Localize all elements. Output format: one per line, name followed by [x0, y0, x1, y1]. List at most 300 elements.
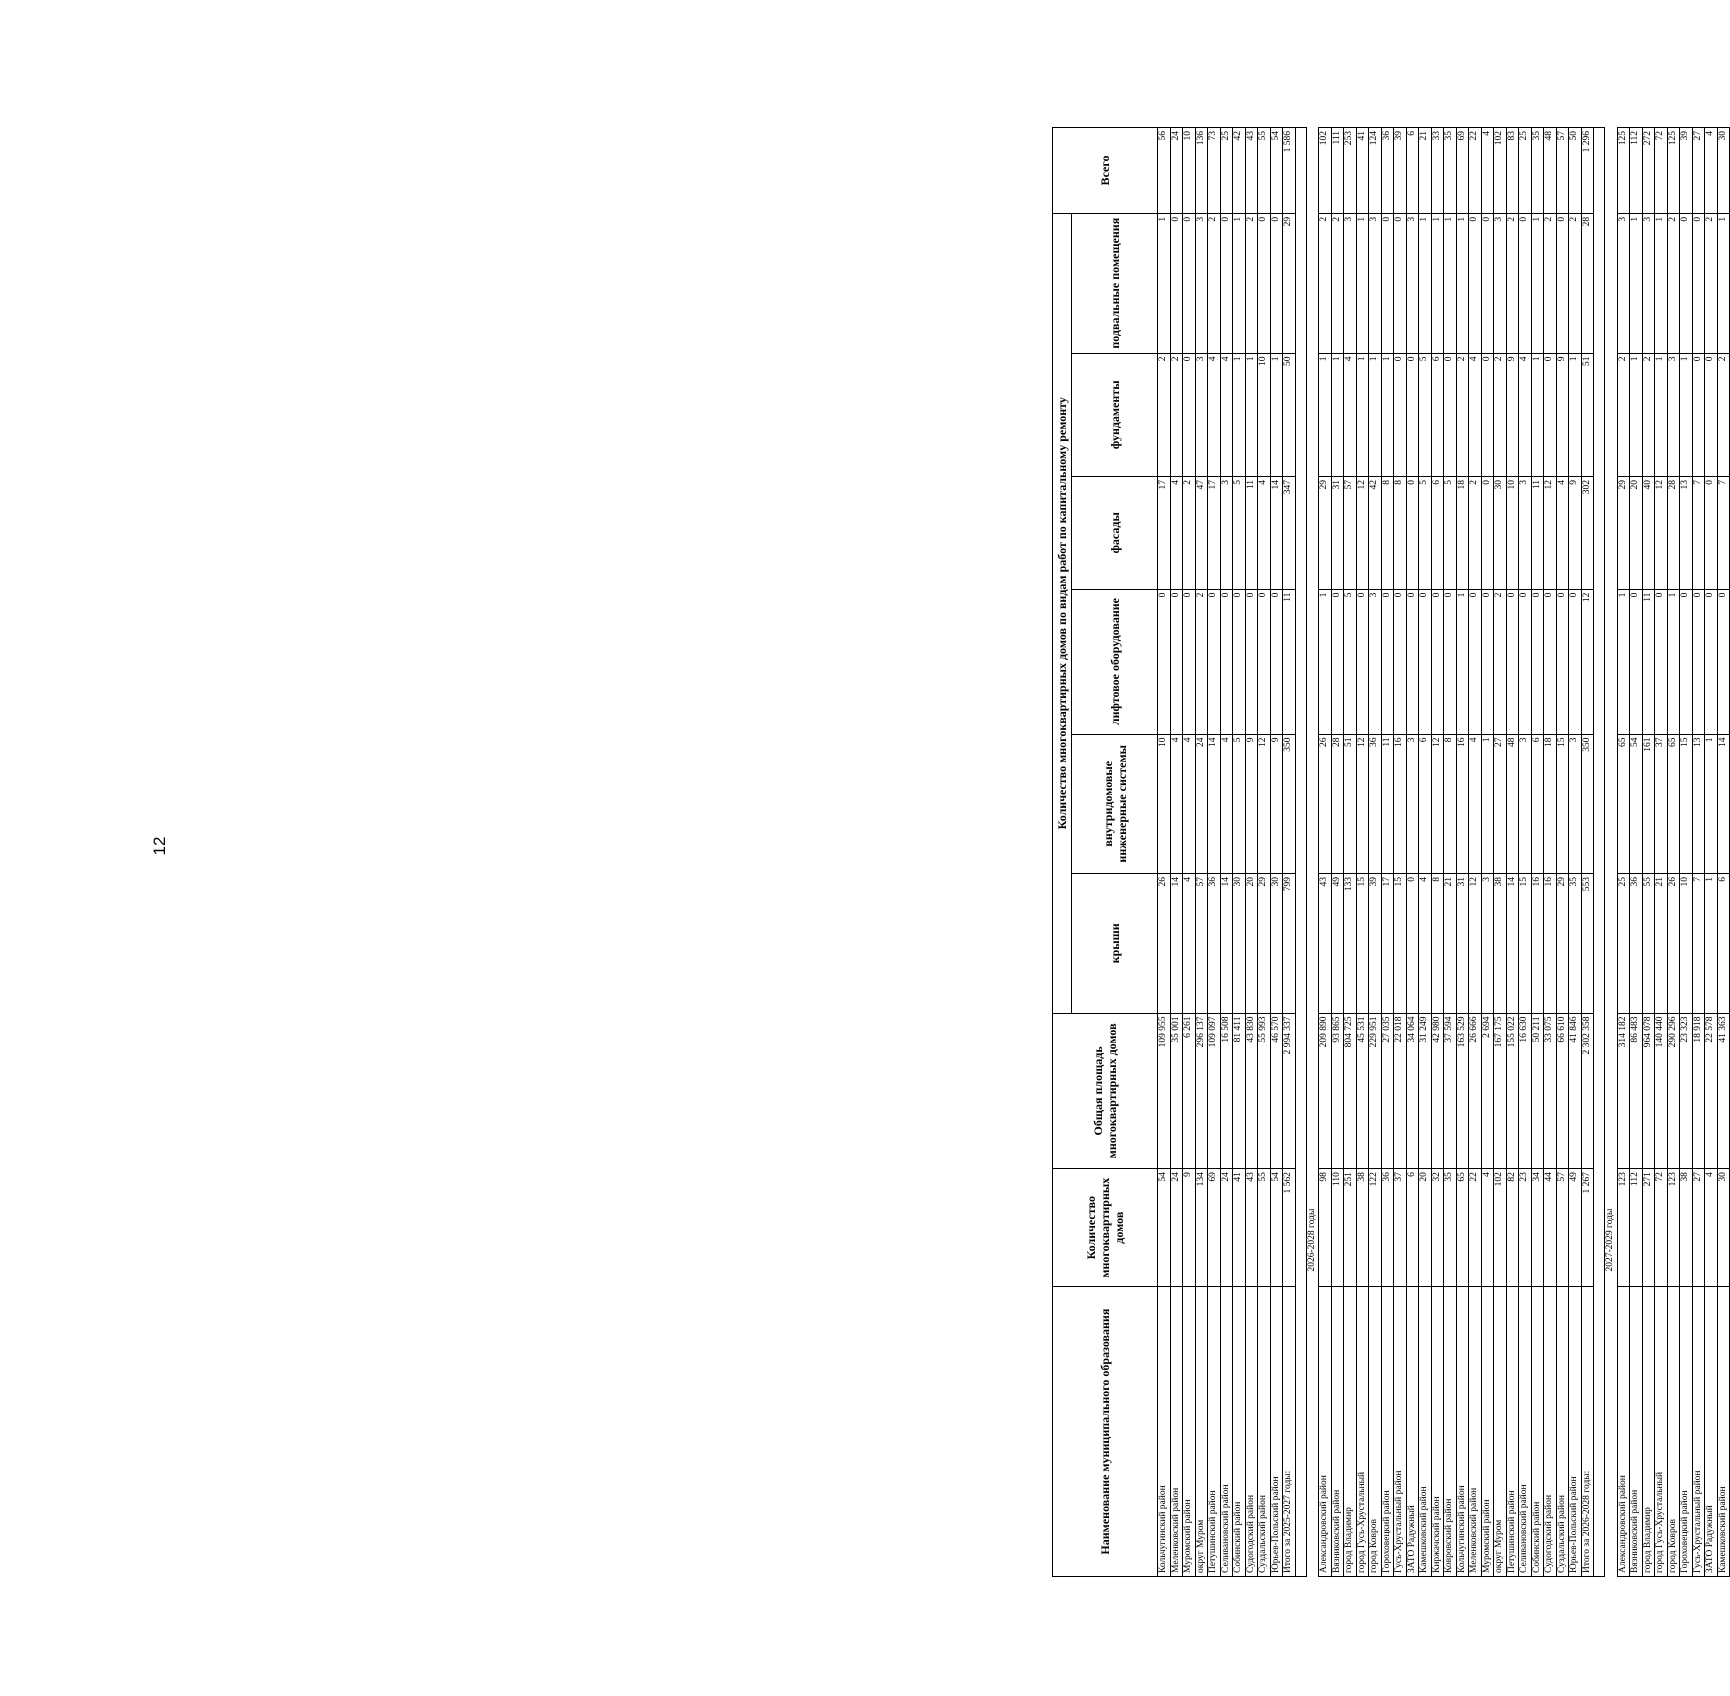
value-cell: 1 — [1158, 213, 1171, 353]
value-cell: 1 — [1655, 213, 1668, 353]
value-cell: 2 — [1617, 353, 1630, 476]
value-cell: 14 — [1717, 734, 1730, 874]
table-row — [1331, 128, 1344, 1577]
value-cell: 51 — [1581, 353, 1594, 476]
municipality-name-cell: Гороховецкий район — [1680, 1287, 1693, 1577]
value-cell: 3 — [1220, 476, 1233, 589]
value-cell: 10 — [1183, 128, 1196, 214]
header-foundations: фундаменты — [1072, 353, 1158, 476]
value-cell: 6 — [1717, 874, 1730, 1014]
value-cell: 13 — [1692, 734, 1705, 874]
value-cell: 15 — [1519, 874, 1532, 1014]
value-cell: 9 — [1569, 476, 1582, 589]
value-cell: 4 — [1556, 476, 1569, 589]
value-cell: 102 — [1494, 128, 1507, 214]
value-cell: 15 — [1394, 874, 1407, 1014]
municipality-name-cell: Селивановский район — [1519, 1287, 1532, 1577]
value-cell: 2 — [1245, 213, 1258, 353]
value-cell: 18 — [1456, 476, 1469, 589]
value-cell: 66 610 — [1556, 1013, 1569, 1169]
value-cell: 36 — [1369, 734, 1382, 874]
value-cell: 0 — [1569, 589, 1582, 734]
value-cell: 0 — [1406, 476, 1419, 589]
municipality-name-cell: ЗАТО Радужный — [1705, 1287, 1718, 1577]
table-body-2025-2027 — [1158, 128, 1296, 1577]
value-cell: 4 — [1469, 353, 1482, 476]
value-cell: 2 — [1494, 353, 1507, 476]
value-cell: 553 — [1581, 874, 1594, 1014]
municipality-name-cell: Кольчугинский район — [1456, 1287, 1469, 1577]
value-cell: 964 078 — [1642, 1013, 1655, 1169]
municipality-name-cell: Юрьев-Польский район — [1270, 1287, 1283, 1577]
value-cell: 0 — [1183, 353, 1196, 476]
value-cell: 10 — [1258, 353, 1271, 476]
value-cell: 1 — [1717, 213, 1730, 353]
value-cell: 0 — [1220, 589, 1233, 734]
value-cell: 0 — [1481, 589, 1494, 734]
value-cell: 314 182 — [1617, 1013, 1630, 1169]
value-cell: 0 — [1258, 213, 1271, 353]
value-cell: 11 — [1381, 734, 1394, 874]
value-cell: 4 — [1170, 476, 1183, 589]
value-cell: 0 — [1692, 213, 1705, 353]
value-cell: 8 — [1394, 476, 1407, 589]
value-cell: 0 — [1394, 213, 1407, 353]
municipality-name-cell: город Ковров — [1369, 1287, 1382, 1577]
value-cell: 2 694 — [1481, 1013, 1494, 1169]
value-cell: 804 725 — [1344, 1013, 1357, 1169]
municipality-name-cell: Александровский район — [1319, 1287, 1332, 1577]
value-cell: 16 — [1544, 874, 1557, 1014]
value-cell: 0 — [1680, 213, 1693, 353]
municipality-name-cell: Меленковский район — [1170, 1287, 1183, 1577]
value-cell: 31 249 — [1419, 1013, 1432, 1169]
value-cell: 24 — [1220, 1169, 1233, 1287]
value-cell: 54 — [1270, 128, 1283, 214]
section-spacer — [1295, 128, 1319, 1577]
municipality-name-cell: Собинский район — [1531, 1287, 1544, 1577]
value-cell: 2 994 337 — [1283, 1013, 1296, 1169]
value-cell: 11 — [1283, 589, 1296, 734]
value-cell: 83 — [1506, 128, 1519, 214]
value-cell: 0 — [1506, 589, 1519, 734]
value-cell: 155 022 — [1506, 1013, 1519, 1169]
value-cell: 3 — [1569, 734, 1582, 874]
value-cell: 9 — [1245, 734, 1258, 874]
value-cell: 0 — [1406, 874, 1419, 1014]
value-cell: 2 — [1717, 353, 1730, 476]
value-cell: 2 — [1506, 213, 1519, 353]
value-cell: 102 — [1319, 128, 1332, 214]
table-row — [1617, 128, 1630, 1577]
value-cell: 124 — [1369, 128, 1382, 214]
value-cell: 0 — [1394, 353, 1407, 476]
value-cell: 302 — [1581, 476, 1594, 589]
header-elevators: лифтовое оборудование — [1072, 589, 1158, 734]
value-cell: 17 — [1381, 874, 1394, 1014]
value-cell: 4 — [1183, 734, 1196, 874]
table-row — [1245, 128, 1258, 1577]
value-cell: 3 — [1642, 213, 1655, 353]
value-cell: 1 — [1233, 213, 1246, 353]
value-cell: 0 — [1170, 589, 1183, 734]
value-cell: 1 — [1630, 213, 1643, 353]
value-cell: 1 — [1617, 589, 1630, 734]
value-cell: 27 — [1692, 128, 1705, 214]
table-row — [1469, 128, 1482, 1577]
value-cell: 2 — [1183, 476, 1196, 589]
value-cell: 0 — [1444, 589, 1457, 734]
value-cell: 49 — [1331, 874, 1344, 1014]
value-cell: 11 — [1531, 476, 1544, 589]
table-row — [1356, 128, 1369, 1577]
value-cell: 133 — [1344, 874, 1357, 1014]
table-row — [1233, 128, 1246, 1577]
value-cell: 0 — [1655, 589, 1668, 734]
value-cell: 7 — [1717, 476, 1730, 589]
value-cell: 2 — [1170, 353, 1183, 476]
value-cell: 45 531 — [1356, 1013, 1369, 1169]
value-cell: 72 — [1655, 128, 1668, 214]
value-cell: 0 — [1556, 213, 1569, 353]
value-cell: 0 — [1544, 353, 1557, 476]
value-cell: 37 — [1394, 1169, 1407, 1287]
value-cell: 4 — [1469, 734, 1482, 874]
value-cell: 65 — [1456, 1169, 1469, 1287]
table-row — [1494, 128, 1507, 1577]
value-cell: 43 830 — [1245, 1013, 1258, 1169]
value-cell: 48 — [1544, 128, 1557, 214]
value-cell: 1 — [1245, 353, 1258, 476]
value-cell: 0 — [1220, 213, 1233, 353]
value-cell: 57 — [1556, 1169, 1569, 1287]
value-cell: 33 075 — [1544, 1013, 1557, 1169]
value-cell: 3 — [1195, 213, 1208, 353]
municipality-name-cell: Суздальский район — [1258, 1287, 1271, 1577]
value-cell: 22 578 — [1705, 1013, 1718, 1169]
value-cell: 25 — [1617, 874, 1630, 1014]
value-cell: 229 951 — [1369, 1013, 1382, 1169]
value-cell: 35 — [1444, 128, 1457, 214]
value-cell: 24 — [1170, 1169, 1183, 1287]
value-cell: 2 — [1158, 353, 1171, 476]
value-cell: 27 — [1494, 734, 1507, 874]
value-cell: 16 630 — [1519, 1013, 1532, 1169]
value-cell: 350 — [1283, 734, 1296, 874]
value-cell: 2 — [1319, 213, 1332, 353]
value-cell: 1 — [1369, 353, 1382, 476]
value-cell: 4 — [1170, 734, 1183, 874]
value-cell: 2 — [1544, 213, 1557, 353]
header-area: Общая площадь многоквартирных домов — [1053, 1013, 1158, 1169]
value-cell: 82 — [1506, 1169, 1519, 1287]
value-cell: 1 — [1456, 213, 1469, 353]
value-cell: 43 — [1245, 1169, 1258, 1287]
value-cell: 51 — [1344, 734, 1357, 874]
municipality-name-cell: город Гусь-Хрустальный — [1356, 1287, 1369, 1577]
value-cell: 1 — [1270, 353, 1283, 476]
value-cell: 0 — [1208, 589, 1221, 734]
value-cell: 16 — [1456, 734, 1469, 874]
value-cell: 0 — [1381, 589, 1394, 734]
table-row — [1158, 128, 1171, 1577]
value-cell: 37 594 — [1444, 1013, 1457, 1169]
value-cell: 0 — [1245, 589, 1258, 734]
value-cell: 50 — [1569, 128, 1582, 214]
value-cell: 31 — [1331, 476, 1344, 589]
table-row — [1519, 128, 1532, 1577]
municipality-name-cell: Муромский район — [1183, 1287, 1196, 1577]
value-cell: 1 — [1481, 734, 1494, 874]
value-cell: 28 — [1667, 476, 1680, 589]
value-cell: 39 — [1680, 128, 1693, 214]
value-cell: 29 — [1283, 213, 1296, 353]
value-cell: 0 — [1356, 589, 1369, 734]
value-cell: 272 — [1642, 128, 1655, 214]
value-cell: 2 — [1456, 353, 1469, 476]
value-cell: 6 261 — [1183, 1013, 1196, 1169]
table-row — [1270, 128, 1283, 1577]
value-cell: 12 — [1581, 589, 1594, 734]
value-cell: 1 — [1655, 353, 1668, 476]
value-cell: 0 — [1717, 589, 1730, 734]
value-cell: 0 — [1519, 589, 1532, 734]
value-cell: 6 — [1419, 734, 1432, 874]
value-cell: 14 — [1506, 874, 1519, 1014]
value-cell: 4 — [1481, 128, 1494, 214]
value-cell: 93 865 — [1331, 1013, 1344, 1169]
value-cell: 8 — [1444, 734, 1457, 874]
table-row — [1369, 128, 1382, 1577]
table-row — [1419, 128, 1432, 1577]
value-cell: 1 586 — [1283, 128, 1296, 214]
value-cell: 11 — [1642, 589, 1655, 734]
value-cell: 27 — [1692, 1169, 1705, 1287]
value-cell: 0 — [1270, 213, 1283, 353]
value-cell: 46 570 — [1270, 1013, 1283, 1169]
value-cell: 11 — [1245, 476, 1258, 589]
value-cell: 1 — [1531, 213, 1544, 353]
value-cell: 9 — [1183, 1169, 1196, 1287]
value-cell: 26 — [1667, 874, 1680, 1014]
municipality-name-cell: Вязниковский район — [1331, 1287, 1344, 1577]
header-facades: фасады — [1072, 476, 1158, 589]
value-cell: 0 — [1331, 589, 1344, 734]
value-cell: 12 — [1469, 874, 1482, 1014]
value-cell: 161 — [1642, 734, 1655, 874]
table-row — [1705, 128, 1718, 1577]
table-row — [1183, 128, 1196, 1577]
rotated-table-container — [1052, 127, 1730, 1577]
value-cell: 1 — [1630, 353, 1643, 476]
value-cell: 1 — [1356, 213, 1369, 353]
table-row — [1506, 128, 1519, 1577]
value-cell: 1 — [1569, 353, 1582, 476]
value-cell: 5 — [1419, 476, 1432, 589]
value-cell: 30 — [1270, 874, 1283, 1014]
value-cell: 14 — [1208, 734, 1221, 874]
value-cell: 15 — [1556, 734, 1569, 874]
value-cell: 2 302 358 — [1581, 1013, 1594, 1169]
value-cell: 1 — [1419, 213, 1432, 353]
value-cell: 54 — [1158, 1169, 1171, 1287]
value-cell: 4 — [1208, 353, 1221, 476]
municipality-name-cell: Итого за 2025-2027 годы: — [1283, 1287, 1296, 1577]
header-count: Количество многоквартирных домов — [1053, 1169, 1158, 1287]
value-cell: 65 — [1617, 734, 1630, 874]
value-cell: 81 411 — [1233, 1013, 1246, 1169]
value-cell: 10 — [1680, 874, 1693, 1014]
value-cell: 25 — [1519, 128, 1532, 214]
value-cell: 1 — [1356, 353, 1369, 476]
value-cell: 14 — [1220, 874, 1233, 1014]
value-cell: 30 — [1717, 128, 1730, 214]
table-row — [1556, 128, 1569, 1577]
municipality-name-cell: Юрьев-Польский район — [1569, 1287, 1582, 1577]
value-cell: 0 — [1270, 589, 1283, 734]
table-body-2027-2029 — [1617, 128, 1730, 1577]
capital-repair-table — [1052, 127, 1730, 1577]
table-row — [1170, 128, 1183, 1577]
value-cell: 41 — [1233, 1169, 1246, 1287]
value-cell: 0 — [1692, 353, 1705, 476]
value-cell: 271 — [1642, 1169, 1655, 1287]
municipality-name-cell: Собинский район — [1233, 1287, 1246, 1577]
value-cell: 15 — [1680, 734, 1693, 874]
table-row — [1319, 128, 1332, 1577]
value-cell: 23 — [1519, 1169, 1532, 1287]
value-cell: 3 — [1369, 213, 1382, 353]
value-cell: 7 — [1692, 874, 1705, 1014]
table-row — [1630, 128, 1643, 1577]
value-cell: 5 — [1444, 476, 1457, 589]
value-cell: 3 — [1667, 353, 1680, 476]
value-cell: 0 — [1519, 213, 1532, 353]
value-cell: 0 — [1481, 476, 1494, 589]
value-cell: 55 993 — [1258, 1013, 1271, 1169]
value-cell: 0 — [1406, 589, 1419, 734]
value-cell: 0 — [1705, 353, 1718, 476]
value-cell: 40 — [1642, 476, 1655, 589]
municipality-name-cell: Петушинский район — [1506, 1287, 1519, 1577]
value-cell: 296 137 — [1195, 1013, 1208, 1169]
value-cell: 0 — [1481, 213, 1494, 353]
value-cell: 36 — [1208, 874, 1221, 1014]
header-name: Наименование муниципального образования — [1053, 1287, 1158, 1577]
value-cell: 32 — [1431, 1169, 1444, 1287]
table-row — [1655, 128, 1668, 1577]
value-cell: 17 — [1208, 476, 1221, 589]
value-cell: 0 — [1394, 589, 1407, 734]
value-cell: 109 097 — [1208, 1013, 1221, 1169]
value-cell: 14 — [1270, 476, 1283, 589]
value-cell: 3 — [1519, 476, 1532, 589]
municipality-name-cell: Александровский район — [1617, 1287, 1630, 1577]
value-cell: 1 — [1667, 589, 1680, 734]
value-cell: 21 — [1419, 128, 1432, 214]
value-cell: 54 — [1630, 734, 1643, 874]
value-cell: 4 — [1519, 353, 1532, 476]
value-cell: 39 — [1394, 128, 1407, 214]
value-cell: 3 — [1617, 213, 1630, 353]
value-cell: 41 363 — [1717, 1013, 1730, 1169]
value-cell: 12 — [1356, 734, 1369, 874]
value-cell: 1 — [1431, 213, 1444, 353]
value-cell: 0 — [1431, 589, 1444, 734]
value-cell: 31 — [1456, 874, 1469, 1014]
value-cell: 350 — [1581, 734, 1594, 874]
table-row — [1680, 128, 1693, 1577]
municipality-name-cell: Петушинский район — [1208, 1287, 1221, 1577]
value-cell: 125 — [1617, 128, 1630, 214]
value-cell: 54 — [1270, 1169, 1283, 1287]
value-cell: 0 — [1233, 589, 1246, 734]
value-cell: 3 — [1406, 734, 1419, 874]
municipality-name-cell: город Гусь-Хрустальный — [1655, 1287, 1668, 1577]
table-row — [1544, 128, 1557, 1577]
value-cell: 2 — [1208, 213, 1221, 353]
value-cell: 49 — [1569, 1169, 1582, 1287]
value-cell: 16 — [1531, 874, 1544, 1014]
table-row — [1531, 128, 1544, 1577]
value-cell: 2 — [1569, 213, 1582, 353]
value-cell: 5 — [1344, 589, 1357, 734]
value-cell: 18 — [1544, 734, 1557, 874]
value-cell: 2 — [1667, 213, 1680, 353]
value-cell: 1 — [1680, 353, 1693, 476]
municipality-name-cell: Судогодский район — [1544, 1287, 1557, 1577]
value-cell: 3 — [1494, 213, 1507, 353]
value-cell: 34 064 — [1406, 1013, 1419, 1169]
value-cell: 9 — [1506, 353, 1519, 476]
value-cell: 8 — [1381, 476, 1394, 589]
value-cell: 65 — [1667, 734, 1680, 874]
value-cell: 30 — [1233, 874, 1246, 1014]
value-cell: 4 — [1220, 734, 1233, 874]
value-cell: 4 — [1344, 353, 1357, 476]
value-cell: 21 — [1444, 874, 1457, 1014]
value-cell: 0 — [1183, 213, 1196, 353]
value-cell: 347 — [1283, 476, 1296, 589]
value-cell: 8 — [1431, 874, 1444, 1014]
value-cell: 35 — [1531, 128, 1544, 214]
value-cell: 9 — [1270, 734, 1283, 874]
value-cell: 55 — [1258, 1169, 1271, 1287]
value-cell: 1 — [1444, 213, 1457, 353]
table-row — [1283, 128, 1296, 1577]
value-cell: 22 — [1469, 1169, 1482, 1287]
value-cell: 0 — [1258, 589, 1271, 734]
value-cell: 43 — [1245, 128, 1258, 214]
value-cell: 253 — [1344, 128, 1357, 214]
value-cell: 123 — [1667, 1169, 1680, 1287]
table-row — [1208, 128, 1221, 1577]
value-cell: 22 018 — [1394, 1013, 1407, 1169]
section-spacer — [1594, 128, 1618, 1577]
value-cell: 16 508 — [1220, 1013, 1233, 1169]
value-cell: 2 — [1469, 476, 1482, 589]
value-cell: 134 — [1195, 1169, 1208, 1287]
table-row — [1344, 128, 1357, 1577]
table-row — [1406, 128, 1419, 1577]
municipality-name-cell: Камешковский район — [1419, 1287, 1432, 1577]
value-cell: 1 — [1381, 353, 1394, 476]
value-cell: 0 — [1692, 589, 1705, 734]
value-cell: 1 — [1319, 589, 1332, 734]
value-cell: 50 — [1283, 353, 1296, 476]
value-cell: 28 — [1331, 734, 1344, 874]
table-row — [1667, 128, 1680, 1577]
